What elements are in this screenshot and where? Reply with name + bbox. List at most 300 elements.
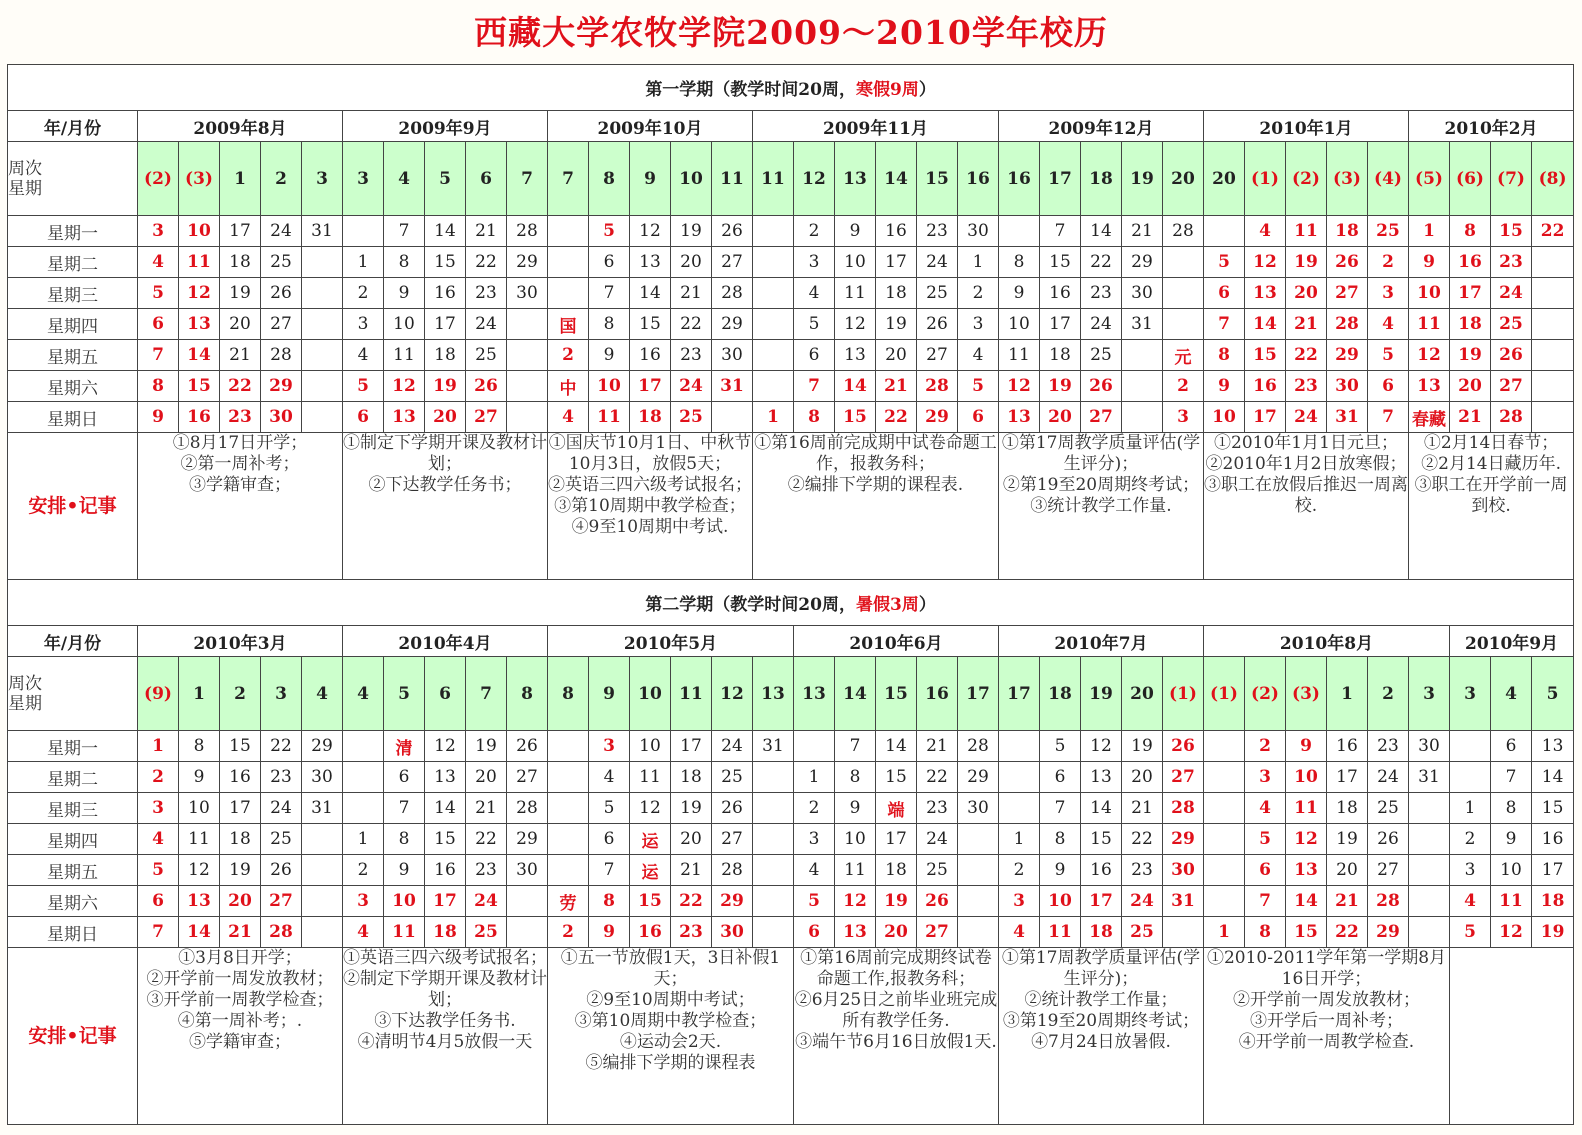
month-header: 2010年6月 bbox=[794, 626, 999, 657]
day-cell: 14 bbox=[179, 340, 220, 371]
day-cell bbox=[302, 855, 343, 886]
day-cell: 14 bbox=[1286, 886, 1327, 917]
week-label: 周次 bbox=[8, 673, 42, 694]
day-cell: 29 bbox=[261, 371, 302, 402]
semester-title-end: ） bbox=[918, 595, 936, 615]
day-cell: 6 bbox=[589, 824, 630, 855]
day-cell: 18 bbox=[425, 340, 466, 371]
day-cell: 4 bbox=[1245, 216, 1286, 247]
day-cell: 5 bbox=[794, 886, 835, 917]
month-notes: ①3月8日开学； ②开学前一周发放教材； ③开学前一周教学检查； ④第一周补考；. ⑤学籍审查； bbox=[138, 948, 343, 1125]
day-cell: 24 bbox=[1491, 278, 1532, 309]
month-header: 2009年10月 bbox=[548, 111, 753, 142]
day-cell bbox=[1532, 402, 1574, 433]
day-cell: 15 bbox=[835, 402, 876, 433]
week-number: 2 bbox=[1368, 657, 1409, 731]
week-number: 15 bbox=[876, 657, 917, 731]
day-cell bbox=[507, 309, 548, 340]
day-cell: 劳 bbox=[548, 886, 589, 917]
day-cell: 29 bbox=[917, 402, 958, 433]
day-cell: 19 bbox=[876, 309, 917, 340]
day-cell: 27 bbox=[1327, 278, 1368, 309]
day-cell bbox=[753, 855, 794, 886]
week-number: (8) bbox=[1532, 142, 1574, 216]
weekday-row bbox=[8, 855, 1574, 886]
day-cell: 6 bbox=[589, 247, 630, 278]
day-cell: 9 bbox=[589, 917, 630, 948]
day-cell: 25 bbox=[917, 278, 958, 309]
day-cell: 1 bbox=[1450, 793, 1491, 824]
day-cell bbox=[1122, 371, 1163, 402]
week-number: 13 bbox=[794, 657, 835, 731]
day-cell: 27 bbox=[1081, 402, 1122, 433]
day-cell: 8 bbox=[138, 371, 179, 402]
weekday-name: 星期日 bbox=[8, 917, 138, 948]
day-cell: 7 bbox=[1245, 886, 1286, 917]
week-number: 8 bbox=[507, 657, 548, 731]
week-number: 3 bbox=[1450, 657, 1491, 731]
day-cell: 17 bbox=[220, 216, 261, 247]
week-number: (2) bbox=[1245, 657, 1286, 731]
month-header: 2010年8月 bbox=[1204, 626, 1450, 657]
day-cell bbox=[302, 278, 343, 309]
day-cell: 5 bbox=[1204, 247, 1245, 278]
day-cell: 8 bbox=[1204, 340, 1245, 371]
day-cell: 1 bbox=[794, 762, 835, 793]
day-cell: 15 bbox=[1286, 917, 1327, 948]
notes-label: 安排•记事 bbox=[8, 433, 138, 580]
day-cell: 30 bbox=[712, 917, 753, 948]
day-cell bbox=[753, 247, 794, 278]
day-cell: 4 bbox=[794, 278, 835, 309]
weekday-name: 星期二 bbox=[8, 762, 138, 793]
day-cell: 20 bbox=[671, 824, 712, 855]
day-cell: 19 bbox=[1286, 247, 1327, 278]
day-cell bbox=[507, 371, 548, 402]
day-cell: 15 bbox=[1081, 824, 1122, 855]
day-cell bbox=[548, 216, 589, 247]
weekday-row bbox=[8, 793, 1574, 824]
day-cell: 10 bbox=[384, 309, 425, 340]
day-cell: 20 bbox=[1122, 762, 1163, 793]
day-cell: 6 bbox=[1368, 371, 1409, 402]
day-cell: 17 bbox=[1327, 762, 1368, 793]
month-header: 2009年8月 bbox=[138, 111, 343, 142]
day-cell: 3 bbox=[794, 824, 835, 855]
month-notes: ①制定下学期开课及教材计划； ②下达教学任务书； bbox=[343, 433, 548, 580]
day-cell: 18 bbox=[1040, 340, 1081, 371]
day-cell bbox=[753, 216, 794, 247]
week-number: 4 bbox=[384, 142, 425, 216]
weekday-row bbox=[8, 917, 1574, 948]
day-cell: 3 bbox=[138, 793, 179, 824]
day-cell bbox=[794, 731, 835, 762]
day-cell: 8 bbox=[384, 824, 425, 855]
week-number: 9 bbox=[589, 657, 630, 731]
day-cell: 29 bbox=[1327, 340, 1368, 371]
day-cell: 12 bbox=[1081, 731, 1122, 762]
day-cell: 2 bbox=[343, 278, 384, 309]
day-cell: 23 bbox=[261, 762, 302, 793]
day-cell: 30 bbox=[1163, 855, 1204, 886]
day-cell: 24 bbox=[712, 731, 753, 762]
week-weekday-label bbox=[8, 657, 138, 731]
week-number: (1) bbox=[1245, 142, 1286, 216]
day-cell bbox=[1204, 886, 1245, 917]
day-cell: 30 bbox=[261, 402, 302, 433]
month-header-row bbox=[8, 111, 1574, 142]
month-header: 2010年9月 bbox=[1450, 626, 1574, 657]
day-cell bbox=[548, 793, 589, 824]
day-cell: 12 bbox=[384, 371, 425, 402]
day-cell bbox=[1204, 824, 1245, 855]
day-cell: 11 bbox=[1040, 917, 1081, 948]
day-cell: 16 bbox=[1532, 824, 1574, 855]
day-cell bbox=[343, 762, 384, 793]
day-cell: 8 bbox=[835, 762, 876, 793]
day-cell: 15 bbox=[630, 309, 671, 340]
day-cell: 28 bbox=[1163, 216, 1204, 247]
day-cell bbox=[507, 886, 548, 917]
day-cell: 26 bbox=[261, 278, 302, 309]
day-cell bbox=[958, 855, 999, 886]
week-number: 18 bbox=[1040, 657, 1081, 731]
day-cell: 4 bbox=[343, 340, 384, 371]
day-cell: 24 bbox=[466, 886, 507, 917]
day-cell: 18 bbox=[220, 824, 261, 855]
day-cell bbox=[1122, 402, 1163, 433]
day-cell: 22 bbox=[1532, 216, 1574, 247]
notes-row bbox=[8, 433, 1574, 580]
day-cell: 23 bbox=[466, 855, 507, 886]
week-weekday-label bbox=[8, 142, 138, 216]
month-notes: ①国庆节10月1日、中秋节10月3日，放假5天； ②英语三四六级考试报名； ③第10周期中教学检查； ④9至10周期中考试. bbox=[548, 433, 753, 580]
day-cell: 25 bbox=[1081, 340, 1122, 371]
day-cell: 16 bbox=[425, 278, 466, 309]
day-cell: 23 bbox=[1286, 371, 1327, 402]
day-cell bbox=[958, 824, 999, 855]
day-cell: 6 bbox=[794, 340, 835, 371]
academic-calendar bbox=[7, 64, 1573, 1124]
day-cell: 19 bbox=[425, 371, 466, 402]
day-cell: 31 bbox=[302, 793, 343, 824]
day-cell: 27 bbox=[917, 340, 958, 371]
day-cell: 28 bbox=[917, 371, 958, 402]
day-cell bbox=[548, 855, 589, 886]
day-cell: 29 bbox=[958, 762, 999, 793]
day-cell: 9 bbox=[1040, 855, 1081, 886]
day-cell: 5 bbox=[1450, 917, 1491, 948]
day-cell: 16 bbox=[630, 917, 671, 948]
week-number: 11 bbox=[753, 142, 794, 216]
day-cell: 30 bbox=[712, 340, 753, 371]
day-cell: 10 bbox=[589, 371, 630, 402]
day-cell: 13 bbox=[1081, 762, 1122, 793]
day-cell: 25 bbox=[671, 402, 712, 433]
day-cell: 1 bbox=[958, 247, 999, 278]
month-notes: ①第17周教学质量评估(学生评分)； ②统计教学工作量； ③第19至20周期终考试； ④7月24日放暑假. bbox=[999, 948, 1204, 1125]
week-number: 2 bbox=[261, 142, 302, 216]
day-cell: 国 bbox=[548, 309, 589, 340]
month-notes bbox=[1450, 948, 1574, 1125]
day-cell bbox=[1204, 762, 1245, 793]
day-cell: 5 bbox=[138, 855, 179, 886]
day-cell bbox=[302, 371, 343, 402]
day-cell: 27 bbox=[1163, 762, 1204, 793]
day-cell bbox=[1163, 309, 1204, 340]
day-cell: 23 bbox=[917, 216, 958, 247]
day-cell: 8 bbox=[1491, 793, 1532, 824]
day-cell: 20 bbox=[876, 340, 917, 371]
week-number: 12 bbox=[794, 142, 835, 216]
day-cell: 18 bbox=[630, 402, 671, 433]
week-number: 12 bbox=[712, 657, 753, 731]
day-cell: 3 bbox=[138, 216, 179, 247]
week-number: 14 bbox=[876, 142, 917, 216]
day-cell: 13 bbox=[384, 402, 425, 433]
day-cell bbox=[958, 917, 999, 948]
day-cell: 4 bbox=[1368, 309, 1409, 340]
day-cell bbox=[1450, 762, 1491, 793]
day-cell: 4 bbox=[343, 917, 384, 948]
day-cell: 9 bbox=[835, 216, 876, 247]
day-cell: 23 bbox=[917, 793, 958, 824]
day-cell: 20 bbox=[466, 762, 507, 793]
day-cell: 24 bbox=[917, 824, 958, 855]
day-cell: 22 bbox=[876, 402, 917, 433]
day-cell: 28 bbox=[712, 278, 753, 309]
day-cell: 12 bbox=[999, 371, 1040, 402]
day-cell bbox=[999, 216, 1040, 247]
day-cell: 22 bbox=[671, 309, 712, 340]
day-cell: 28 bbox=[507, 793, 548, 824]
day-cell: 13 bbox=[835, 917, 876, 948]
day-cell: 30 bbox=[302, 762, 343, 793]
day-cell: 21 bbox=[1450, 402, 1491, 433]
day-cell: 3 bbox=[1163, 402, 1204, 433]
week-number: 5 bbox=[1532, 657, 1574, 731]
day-cell: 26 bbox=[712, 793, 753, 824]
day-cell: 4 bbox=[999, 917, 1040, 948]
day-cell: 23 bbox=[1122, 855, 1163, 886]
day-cell: 21 bbox=[1286, 309, 1327, 340]
day-cell: 15 bbox=[1532, 793, 1574, 824]
semester-title bbox=[8, 580, 1574, 626]
day-cell: 8 bbox=[794, 402, 835, 433]
day-cell: 25 bbox=[466, 917, 507, 948]
day-cell: 17 bbox=[876, 247, 917, 278]
day-cell: 10 bbox=[630, 731, 671, 762]
day-cell: 27 bbox=[712, 824, 753, 855]
weekday-name: 星期四 bbox=[8, 824, 138, 855]
day-cell: 22 bbox=[466, 247, 507, 278]
day-cell: 29 bbox=[712, 886, 753, 917]
day-cell: 13 bbox=[179, 886, 220, 917]
day-cell: 9 bbox=[138, 402, 179, 433]
weekday-row bbox=[8, 247, 1574, 278]
day-cell: 22 bbox=[1286, 340, 1327, 371]
day-cell: 1 bbox=[343, 247, 384, 278]
day-cell: 2 bbox=[958, 278, 999, 309]
day-cell: 运 bbox=[630, 855, 671, 886]
weekday-row bbox=[8, 886, 1574, 917]
day-cell: 19 bbox=[1122, 731, 1163, 762]
week-number: (3) bbox=[179, 142, 220, 216]
month-notes: ①2月14日春节； ②2月14日藏历年. ③职工在开学前一周到校. bbox=[1409, 433, 1574, 580]
weekday-row bbox=[8, 402, 1574, 433]
day-cell: 24 bbox=[1368, 762, 1409, 793]
day-cell: 18 bbox=[220, 247, 261, 278]
day-cell: 6 bbox=[794, 917, 835, 948]
day-cell bbox=[302, 309, 343, 340]
day-cell: 10 bbox=[1409, 278, 1450, 309]
day-cell bbox=[1532, 371, 1574, 402]
day-cell: 7 bbox=[1040, 216, 1081, 247]
month-header: 2010年1月 bbox=[1204, 111, 1409, 142]
weekday-name: 星期二 bbox=[8, 247, 138, 278]
day-cell: 10 bbox=[1204, 402, 1245, 433]
day-cell: 25 bbox=[261, 247, 302, 278]
week-number: 19 bbox=[1122, 142, 1163, 216]
day-cell: 7 bbox=[1204, 309, 1245, 340]
day-cell bbox=[753, 917, 794, 948]
day-cell: 29 bbox=[1122, 247, 1163, 278]
day-cell: 2 bbox=[343, 855, 384, 886]
month-header: 2010年5月 bbox=[548, 626, 794, 657]
day-cell: 7 bbox=[138, 340, 179, 371]
weekday-row bbox=[8, 824, 1574, 855]
day-cell: 23 bbox=[671, 917, 712, 948]
day-cell: 24 bbox=[466, 309, 507, 340]
day-cell: 元 bbox=[1163, 340, 1204, 371]
day-cell: 17 bbox=[1245, 402, 1286, 433]
day-cell: 20 bbox=[1450, 371, 1491, 402]
day-cell: 4 bbox=[958, 340, 999, 371]
week-number-row bbox=[8, 142, 1574, 216]
day-cell: 22 bbox=[261, 731, 302, 762]
day-cell: 23 bbox=[1081, 278, 1122, 309]
day-cell bbox=[999, 762, 1040, 793]
day-cell: 14 bbox=[179, 917, 220, 948]
month-header: 2010年3月 bbox=[138, 626, 343, 657]
day-cell: 13 bbox=[1245, 278, 1286, 309]
day-cell bbox=[302, 886, 343, 917]
day-cell: 21 bbox=[1327, 886, 1368, 917]
day-cell: 16 bbox=[1040, 278, 1081, 309]
day-cell: 3 bbox=[958, 309, 999, 340]
semester-title bbox=[8, 65, 1574, 111]
weekday-row bbox=[8, 278, 1574, 309]
day-cell: 12 bbox=[425, 731, 466, 762]
day-cell: 15 bbox=[179, 371, 220, 402]
day-cell: 19 bbox=[671, 793, 712, 824]
month-notes: ①五一节放假1天，3日补假1天； ②9至10周期中考试； ③第10周期中教学检查； ④运动会2天. ⑤编排下学期的课程表 bbox=[548, 948, 794, 1125]
week-number: 20 bbox=[1122, 657, 1163, 731]
day-cell: 20 bbox=[1286, 278, 1327, 309]
calendar-title: 西藏大学农牧学院2009～2010学年校历 bbox=[474, 13, 1108, 52]
day-cell: 25 bbox=[1491, 309, 1532, 340]
weekday-name: 星期日 bbox=[8, 402, 138, 433]
day-cell: 15 bbox=[425, 247, 466, 278]
day-cell bbox=[1204, 855, 1245, 886]
day-cell: 30 bbox=[507, 855, 548, 886]
day-cell: 25 bbox=[466, 340, 507, 371]
week-number: 19 bbox=[1081, 657, 1122, 731]
day-cell bbox=[507, 917, 548, 948]
day-cell bbox=[753, 762, 794, 793]
semester-title-text: 第二学期（教学时间20周， bbox=[645, 595, 856, 615]
day-cell: 10 bbox=[1040, 886, 1081, 917]
day-cell: 28 bbox=[261, 340, 302, 371]
day-cell: 13 bbox=[1286, 855, 1327, 886]
month-notes: ①第16周前完成期终试卷命题工作,报教务科； ②6月25日之前毕业班完成所有教学任务. ③端午节6月16日放假1天. bbox=[794, 948, 999, 1125]
day-cell: 16 bbox=[1081, 855, 1122, 886]
day-cell bbox=[999, 731, 1040, 762]
day-cell: 26 bbox=[1081, 371, 1122, 402]
day-cell: 8 bbox=[179, 731, 220, 762]
day-cell: 31 bbox=[1122, 309, 1163, 340]
day-cell: 7 bbox=[794, 371, 835, 402]
day-cell: 28 bbox=[1163, 793, 1204, 824]
weekday-name: 星期五 bbox=[8, 340, 138, 371]
day-cell: 18 bbox=[671, 762, 712, 793]
day-cell: 12 bbox=[835, 886, 876, 917]
day-cell: 26 bbox=[1327, 247, 1368, 278]
day-cell: 22 bbox=[917, 762, 958, 793]
day-cell: 23 bbox=[1368, 731, 1409, 762]
year-month-label: 年/月份 bbox=[8, 626, 138, 657]
week-number: 5 bbox=[384, 657, 425, 731]
day-cell: 17 bbox=[425, 886, 466, 917]
day-cell: 12 bbox=[179, 278, 220, 309]
day-cell bbox=[1122, 340, 1163, 371]
day-cell bbox=[343, 216, 384, 247]
day-cell: 14 bbox=[1532, 762, 1574, 793]
day-cell: 14 bbox=[425, 216, 466, 247]
month-notes: ①8月17日开学； ②第一周补考； ③学籍审查； bbox=[138, 433, 343, 580]
week-number: 7 bbox=[548, 142, 589, 216]
day-cell: 24 bbox=[917, 247, 958, 278]
day-cell: 7 bbox=[1368, 402, 1409, 433]
day-cell: 4 bbox=[794, 855, 835, 886]
weekday-label: 星期 bbox=[8, 693, 42, 714]
day-cell: 9 bbox=[384, 278, 425, 309]
month-notes: ①第17周教学质量评估(学生评分)； ②第19至20周期终考试； ③统计教学工作量. bbox=[999, 433, 1204, 580]
week-number: 4 bbox=[1491, 657, 1532, 731]
day-cell: 10 bbox=[835, 824, 876, 855]
day-cell: 2 bbox=[548, 340, 589, 371]
week-number: 8 bbox=[548, 657, 589, 731]
week-number: 13 bbox=[835, 142, 876, 216]
week-number: 11 bbox=[712, 142, 753, 216]
day-cell: 13 bbox=[630, 247, 671, 278]
day-cell: 17 bbox=[1081, 886, 1122, 917]
day-cell: 24 bbox=[261, 793, 302, 824]
year-month-label: 年/月份 bbox=[8, 111, 138, 142]
day-cell: 3 bbox=[343, 309, 384, 340]
day-cell bbox=[1532, 247, 1574, 278]
day-cell: 26 bbox=[1368, 824, 1409, 855]
weekday-row bbox=[8, 731, 1574, 762]
day-cell bbox=[343, 793, 384, 824]
day-cell: 15 bbox=[1491, 216, 1532, 247]
day-cell: 29 bbox=[1368, 917, 1409, 948]
month-notes: ①英语三四六级考试报名； ②制定下学期开课及教材计划； ③下达教学任务书. ④清明节4月5放假一天 bbox=[343, 948, 548, 1125]
day-cell: 5 bbox=[794, 309, 835, 340]
semester-title-end: ） bbox=[918, 80, 936, 100]
week-number: 10 bbox=[630, 657, 671, 731]
day-cell: 28 bbox=[1368, 886, 1409, 917]
